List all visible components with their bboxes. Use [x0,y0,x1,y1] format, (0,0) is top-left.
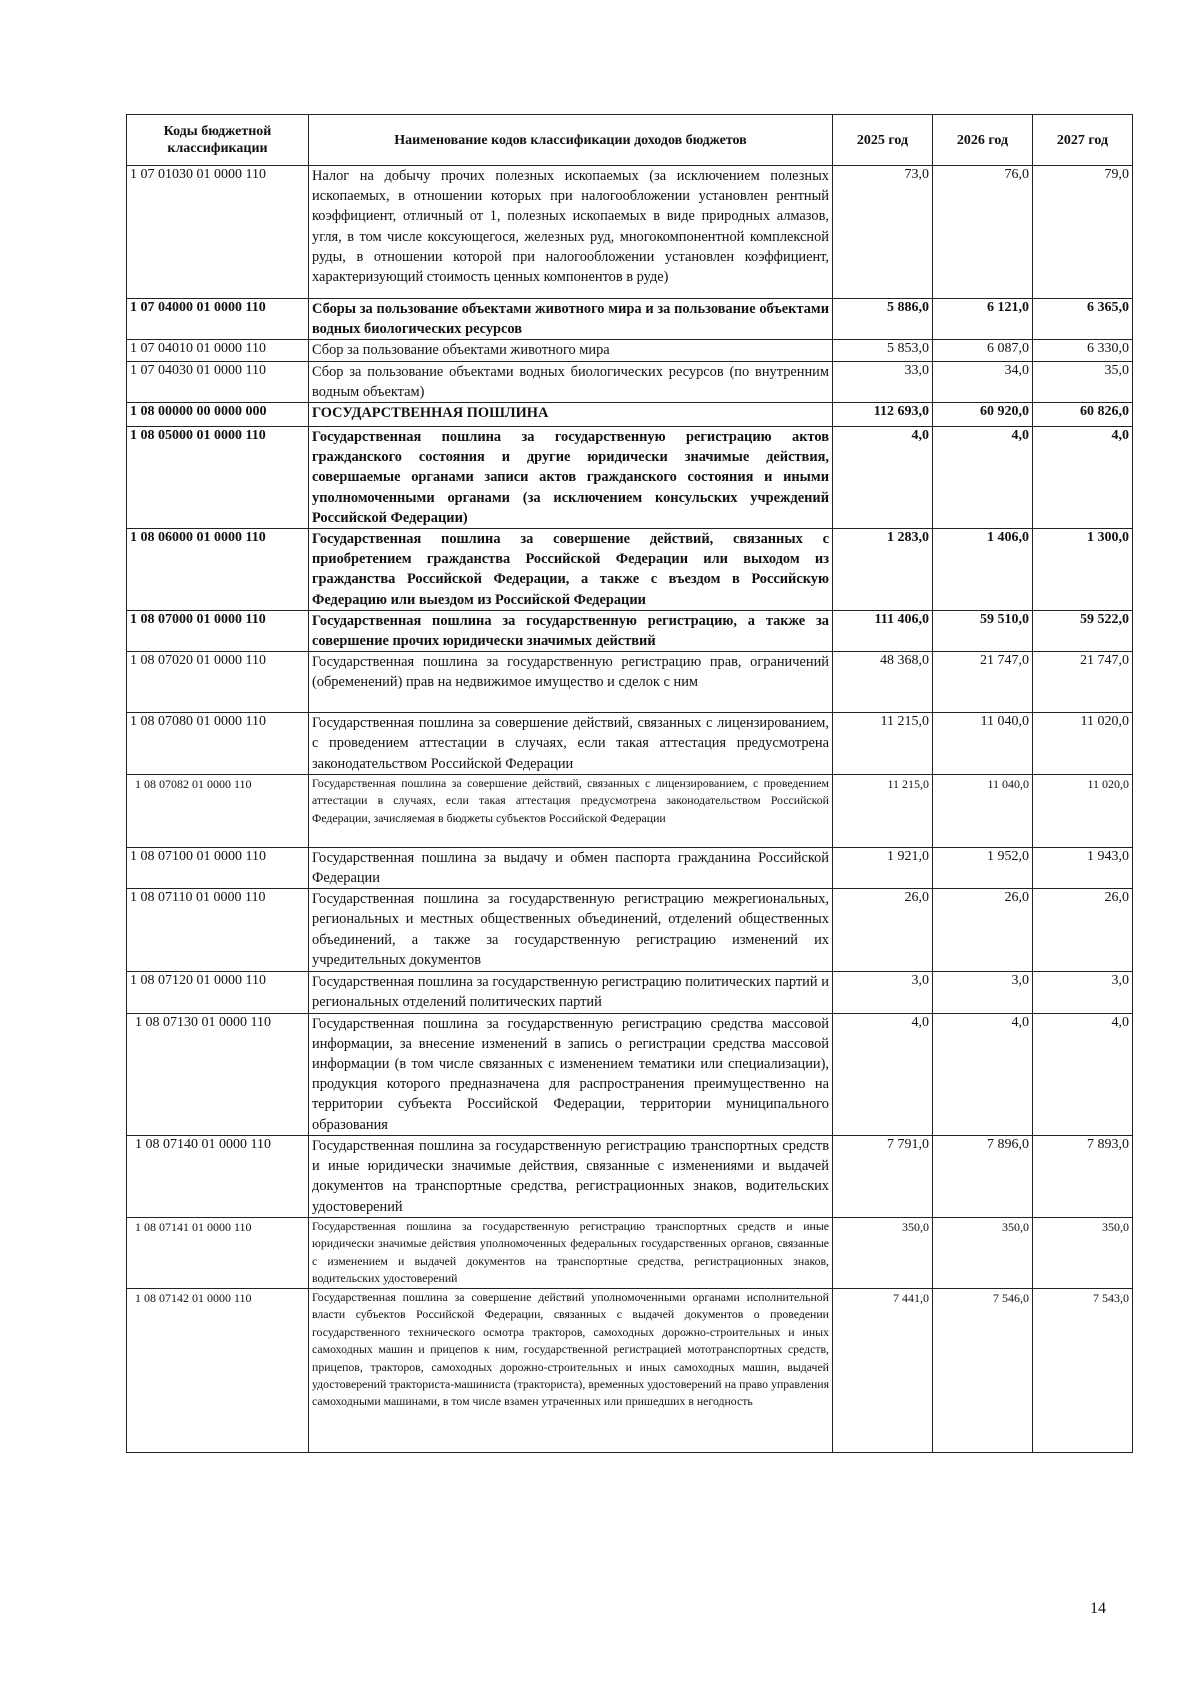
table-row [127,1217,1133,1288]
row-code: 1 08 07141 01 0000 110 [127,1217,309,1288]
row-name: ГОСУДАРСТВЕННАЯ ПОШЛИНА [309,403,833,427]
row-value-2027: 21 747,0 [1033,652,1133,713]
row-name: Государственная пошлина за совершение действий уполномоченными органами исполнительной власти субъектов Российской Федерации, связанных с выдачей документов о проведении государственного технического осмотра тракторов, самоходных дорожно-строительных и иных самоходных машин и прицепов к ним, государственной регистрацией мототранспортных средств, прицепов, тракторов, самоходных дорожно-строительных и иных самоходных машин, выдачей удостоверений тракториста-машиниста (тракториста), временных удостоверений на право управления самоходными машинами, в том числе взамен утраченных или пришедших в негодность [309,1288,833,1452]
table-row [127,972,1133,1013]
table-row [127,847,1133,888]
table-row [127,340,1133,361]
row-code: 1 08 07100 01 0000 110 [127,847,309,888]
row-value-2025: 5 886,0 [833,299,933,340]
row-value-2027: 4,0 [1033,1013,1133,1135]
row-value-2025: 33,0 [833,361,933,402]
table-row [127,361,1133,402]
header-2026: 2026 год [933,115,1033,166]
row-name: Государственная пошлина за выдачу и обмен паспорта гражданина Российской Федерации [309,847,833,888]
page-number: 14 [1090,1600,1106,1617]
row-value-2026: 3,0 [933,972,1033,1013]
row-name: Сборы за пользование объектами животного мира и за пользование объектами водных биологических ресурсов [309,299,833,340]
row-name: Государственная пошлина за государственную регистрацию транспортных средств и иные юридически значимые действия уполномоченных федеральных государственных органов, связанные с изменением и выдачей документов на транспортные средства, регистрационных знаков, водительских удостоверений [309,1217,833,1288]
revenue-classification-table [126,114,1133,1453]
row-code: 1 08 07080 01 0000 110 [127,713,309,775]
row-code: 1 08 07140 01 0000 110 [127,1135,309,1217]
row-code: 1 08 06000 01 0000 110 [127,529,309,611]
row-value-2026: 76,0 [933,166,1033,299]
row-value-2027: 60 826,0 [1033,403,1133,427]
row-value-2025: 5 853,0 [833,340,933,361]
row-value-2026: 4,0 [933,427,1033,529]
row-name: Государственная пошлина за государственную регистрацию средства массовой информации, за внесение изменений в запись о регистрации средства массовой информации (в том числе связанных с изменением тематики или специализации), продукция которого предназначена для распространения преимущественно на территории субъекта Российской Федерации, территории муниципального образования [309,1013,833,1135]
table-row [127,166,1133,299]
row-value-2027: 6 330,0 [1033,340,1133,361]
row-value-2025: 7 791,0 [833,1135,933,1217]
table-row [127,652,1133,713]
row-name: Государственная пошлина за государственную регистрацию транспортных средств и иные юридически значимые действия, связанные с изменениями и выдачей документов на транспортные средства, регистрационных знаков, водительских удостоверений [309,1135,833,1217]
row-code: 1 07 04030 01 0000 110 [127,361,309,402]
row-value-2025: 73,0 [833,166,933,299]
row-name: Сбор за пользование объектами водных биологических ресурсов (по внутренним водным объектам) [309,361,833,402]
row-value-2025: 1 921,0 [833,847,933,888]
row-code: 1 08 07130 01 0000 110 [127,1013,309,1135]
row-value-2027: 79,0 [1033,166,1133,299]
header-2025: 2025 год [833,115,933,166]
row-value-2027: 7 893,0 [1033,1135,1133,1217]
row-value-2026: 7 896,0 [933,1135,1033,1217]
row-name: Сбор за пользование объектами животного мира [309,340,833,361]
row-code: 1 08 07000 01 0000 110 [127,610,309,651]
table-row [127,1013,1133,1135]
row-code: 1 07 04010 01 0000 110 [127,340,309,361]
row-value-2027: 35,0 [1033,361,1133,402]
row-value-2026: 11 040,0 [933,774,1033,847]
header-2027: 2027 год [1033,115,1133,166]
row-value-2027: 11 020,0 [1033,713,1133,775]
row-code: 1 07 01030 01 0000 110 [127,166,309,299]
header-names: Наименование кодов классификации доходов бюджетов [309,115,833,166]
row-value-2027: 6 365,0 [1033,299,1133,340]
table-row [127,713,1133,775]
table-row [127,529,1133,611]
row-value-2026: 26,0 [933,889,1033,972]
row-value-2026: 1 952,0 [933,847,1033,888]
header-codes: Коды бюджетной классификации [127,115,309,166]
row-value-2026: 60 920,0 [933,403,1033,427]
row-value-2026: 4,0 [933,1013,1033,1135]
row-value-2026: 34,0 [933,361,1033,402]
row-value-2026: 1 406,0 [933,529,1033,611]
row-value-2025: 7 441,0 [833,1288,933,1452]
row-value-2027: 1 943,0 [1033,847,1133,888]
row-value-2026: 350,0 [933,1217,1033,1288]
row-value-2026: 59 510,0 [933,610,1033,651]
row-value-2026: 21 747,0 [933,652,1033,713]
table-row [127,1288,1133,1452]
row-code: 1 08 07110 01 0000 110 [127,889,309,972]
row-value-2025: 3,0 [833,972,933,1013]
row-name: Государственная пошлина за государственную регистрацию политических партий и региональных отделений политических партий [309,972,833,1013]
table-row [127,610,1133,651]
row-code: 1 08 05000 01 0000 110 [127,427,309,529]
row-name: Государственная пошлина за совершение действий, связанных с лицензированием, с проведением аттестации в случаях, если такая аттестация предусмотрена законодательством Российской Федерации, зачисляемая в бюджеты субъектов Российской Федерации [309,774,833,847]
row-name: Государственная пошлина за государственную регистрацию прав, ограничений (обременений) прав на недвижимое имущество и сделок с ним [309,652,833,713]
row-value-2027: 1 300,0 [1033,529,1133,611]
table-row [127,403,1133,427]
row-code: 1 08 07142 01 0000 110 [127,1288,309,1452]
row-value-2027: 26,0 [1033,889,1133,972]
row-value-2025: 111 406,0 [833,610,933,651]
table-row [127,1135,1133,1217]
row-value-2027: 11 020,0 [1033,774,1133,847]
row-value-2026: 7 546,0 [933,1288,1033,1452]
row-code: 1 08 07120 01 0000 110 [127,972,309,1013]
row-name: Государственная пошлина за совершение действий, связанных с лицензированием, с проведением аттестации в случаях, если такая аттестация предусмотрена законодательством Российской Федерации [309,713,833,775]
row-name: Налог на добычу прочих полезных ископаемых (за исключением полезных ископаемых, в отношении которых при налогообложении установлен рентный коэффициент, отличный от 1, полезных ископаемых в виде природных алмазов, угля, в том числе коксующегося, железных руд, многокомпонентной комплексной руды, в отношении которой при налогообложении установлен коэффициент, характеризующий стоимость ценных компонентов в руде) [309,166,833,299]
table-row [127,427,1133,529]
row-value-2025: 350,0 [833,1217,933,1288]
row-name: Государственная пошлина за государственную регистрацию межрегиональных, региональных и местных общественных объединений, отделений общественных объединений, а также за государственную регистрацию изменений их учредительных документов [309,889,833,972]
table-header-row [127,115,1133,166]
row-name: Государственная пошлина за государственную регистрацию актов гражданского состояния и другие юридически значимые действия, совершаемые органами записи актов гражданского состояния и иными уполномоченными органами (за исключением консульских учреждений Российской Федерации) [309,427,833,529]
row-value-2026: 6 087,0 [933,340,1033,361]
row-value-2025: 11 215,0 [833,774,933,847]
row-code: 1 08 07020 01 0000 110 [127,652,309,713]
row-value-2025: 112 693,0 [833,403,933,427]
row-value-2025: 4,0 [833,1013,933,1135]
row-value-2025: 1 283,0 [833,529,933,611]
row-value-2027: 7 543,0 [1033,1288,1133,1452]
table-row [127,889,1133,972]
row-value-2025: 48 368,0 [833,652,933,713]
row-value-2027: 350,0 [1033,1217,1133,1288]
row-value-2027: 4,0 [1033,427,1133,529]
row-value-2025: 11 215,0 [833,713,933,775]
table-row [127,774,1133,847]
row-value-2025: 26,0 [833,889,933,972]
table-row [127,299,1133,340]
row-code: 1 08 00000 00 0000 000 [127,403,309,427]
row-value-2026: 11 040,0 [933,713,1033,775]
row-value-2025: 4,0 [833,427,933,529]
row-value-2026: 6 121,0 [933,299,1033,340]
row-value-2027: 3,0 [1033,972,1133,1013]
row-name: Государственная пошлина за совершение действий, связанных с приобретением гражданства Российской Федерации или выходом из гражданства Российской Федерации, а также с въездом в Российскую Федерацию или выездом из Российской Федерации [309,529,833,611]
row-name: Государственная пошлина за государственную регистрацию, а также за совершение прочих юридически значимых действий [309,610,833,651]
row-code: 1 07 04000 01 0000 110 [127,299,309,340]
row-code: 1 08 07082 01 0000 110 [127,774,309,847]
row-value-2027: 59 522,0 [1033,610,1133,651]
